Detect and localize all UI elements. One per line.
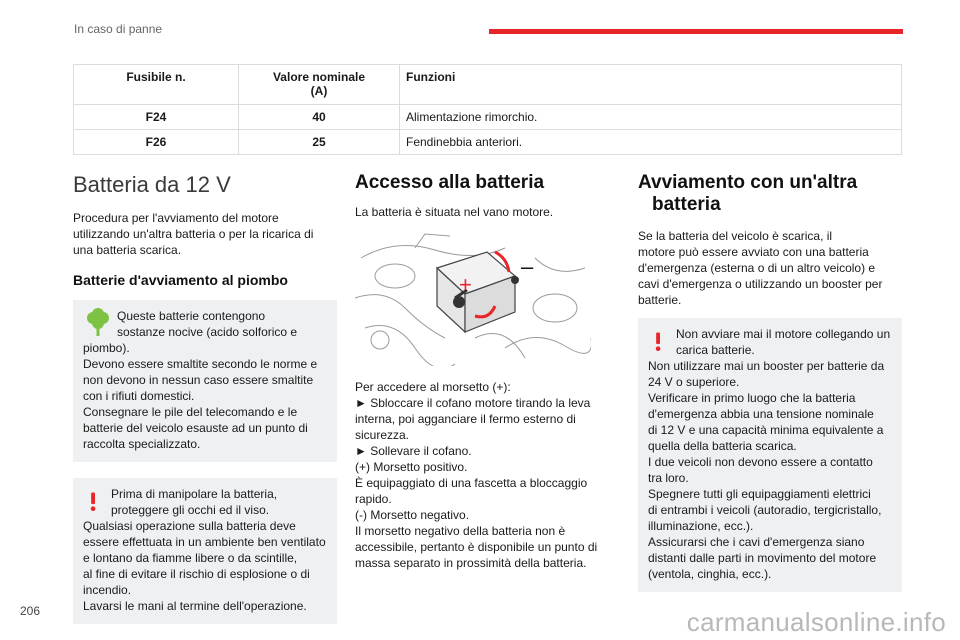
battery-intro: Procedura per l'avviamento del motore utilizzando un'altra batteria o per la ricarica di una batteria scarica. (73, 211, 314, 257)
battery-minus-label: – (521, 254, 534, 279)
fuse-table-header-row (74, 65, 902, 105)
fuse-table-header-rating: Valore nominale (A) (239, 65, 400, 105)
fuse-number-cell: F26 (74, 130, 239, 155)
table-row (74, 130, 902, 155)
fuse-function-cell: Fendinebbia anteriori. (400, 130, 902, 155)
eco-note-box: Queste batterie contengono sostanze nocive (acido solforico e piombo). Devono essere smaltite secondo le norme e non devono in nessun caso essere smaltite con i rifiuti domestici. Consegnare le pile del telecomando e le batterie del veicolo esauste ad un punto di raccolta specializzato. (73, 300, 337, 462)
tree-icon (85, 308, 111, 338)
fuse-rating-cell: 25 (239, 130, 400, 155)
header-section-title: In caso di panne (74, 22, 163, 36)
jump-start-warning-box: Non avviare mai il motore collegando un carica batterie. Non utilizzare mai un booster per batterie da 24 V o superiore. Verificare in primo luogo che la batteria d'emergenza abbia una tensione nominale di 12 V e una capacità minima equivalente a quella della batteria scarica. I due veicoli non devono essere a contatto tra loro. Spegnere tutti gli equipaggiamenti elettrici di entrambi i veicoli (autoradio, tergicristallo, illuminazione, ecc.). Assicurarsi che i cavi d'emergenza siano distanti dalle parti in movimento del motore (ventola, cinghia, ecc.). (638, 318, 902, 592)
fuse-function-cell: Alimentazione rimorchio. (400, 105, 902, 130)
jump-start-section (638, 172, 902, 592)
engine-bay-battery-image (355, 228, 591, 366)
battery-location-text: La batteria è situata nel vano motore. (355, 205, 554, 219)
battery-plus-label: + (459, 272, 472, 297)
fuse-table-header-functions: Funzioni (400, 65, 902, 105)
battery-access-title: Accesso alla batteria (355, 172, 545, 193)
battery-section-title: Batteria da 12 V (73, 172, 231, 197)
fuse-rating-cell: 40 (239, 105, 400, 130)
warning-exclamation-icon (650, 326, 670, 356)
battery-warning-box: Prima di manipolare la batteria, proteggere gli occhi ed il viso. Qualsiasi operazione sulla batteria deve essere effettuata in un ambiente ben ventilato e lontano da fiamme libere o da scintille, al fine di evitare il rischio di esplosione o di incendio. Lavarsi le mani al termine dell'operazione. (73, 478, 337, 624)
battery-section (73, 172, 337, 624)
page-number: 206 (20, 604, 41, 618)
warning-exclamation-icon (85, 486, 105, 516)
jump-start-title: Avviamento con un'altra batteria (638, 172, 858, 215)
fuse-number-cell: F24 (74, 105, 239, 130)
battery-access-instructions: Per accedere al morsetto (+): ► Sbloccare il cofano motore tirando la leva interna, poi agganciare il fermo esterno di sicurezza. ► Sollevare il cofano. (+) Morsetto positivo. È equipaggiato di una fascetta a bloccaggio rapido. (-) Morsetto negativo. Il morsetto negativo della batteria non è accessibile, pertanto è disponibile un punto di massa separato in prossimità della batteria. (355, 380, 598, 570)
watermark-text: carmanualsonline.info (686, 607, 946, 637)
table-row (74, 105, 902, 130)
fuse-table (73, 64, 902, 155)
lead-battery-subtitle: Batterie d'avviamento al piombo (73, 272, 288, 288)
fuse-table-header-fuse: Fusibile n. (74, 65, 239, 105)
battery-access-section (355, 172, 603, 571)
header-accent-bar (489, 29, 903, 34)
jump-start-intro: Se la batteria del veicolo è scarica, il motore può essere avviato con una batteria d'emergenza (esterna o di un altro veicolo) e cavi d'emergenza o utilizzando un booster per batterie. (638, 229, 883, 307)
